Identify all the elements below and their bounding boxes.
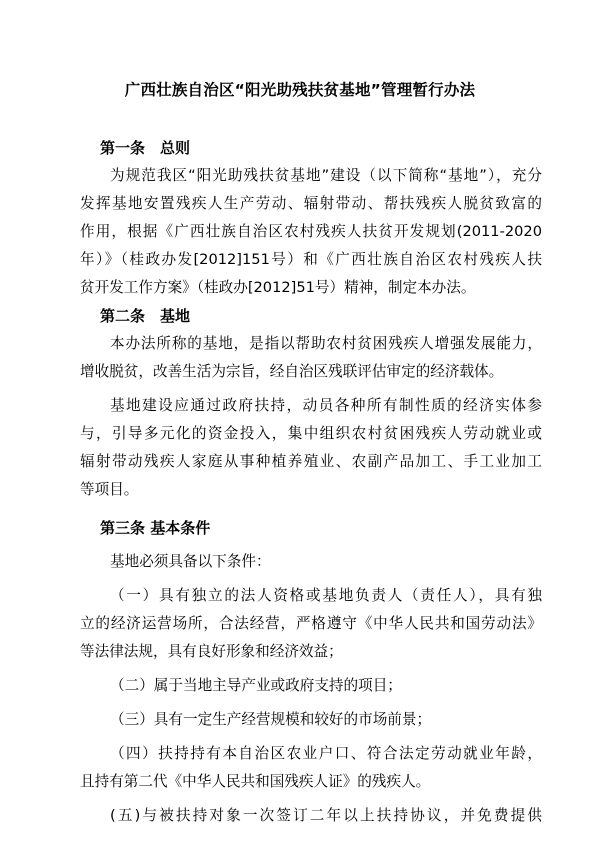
article3-item-line: 等法律法规，具有良好形象和经济效益；	[80, 643, 343, 660]
document-body	[80, 134, 542, 830]
article3-item-3: （三）具有一定生产经营规模和较好的市场前景；	[110, 711, 432, 728]
article1-line: 年）》（桂政办发[2012]151号）和《广西壮族自治区农村残疾人扶	[80, 251, 542, 268]
article2-paragraph-2	[80, 392, 542, 504]
article2-line: 增收脱贫，改善生活为宗旨，经自治区残联评估审定的经济载体。	[80, 363, 504, 380]
article1-line: 作用，根据《广西壮族自治区农村残疾人扶贫开发规划(2011-2020	[80, 223, 542, 240]
article2-line: 本办法所称的基地，是指以帮助农村贫困残疾人增强发展能力，	[110, 335, 542, 352]
document-title: 广西壮族自治区“阳光助残扶贫基地”管理暂行办法	[124, 81, 476, 99]
article2-line: 与，引导多元化的资金投入，集中组织农村贫困残疾人劳动就业或	[80, 425, 542, 442]
article2-line: 辐射带动残疾人家庭从事种植养殖业、农副产品加工、手工业加工	[80, 453, 542, 470]
article2-line: 基地建设应通过政府扶持，动员各种所有制性质的经济实体参	[110, 397, 542, 414]
article2-paragraph-1	[80, 330, 542, 386]
article1-heading: 第一条 总则	[100, 139, 191, 157]
article3-item-line: 立的经济运营场所，合法经营，严格遵守《中华人民共和国劳动法》	[80, 615, 542, 632]
article3-heading: 第三条 基本条件	[100, 519, 211, 537]
article2-line: 等项目。	[80, 481, 139, 498]
article3-item-line: （四）扶持持有本自治区农业户口、符合法定劳动就业年龄，	[110, 745, 542, 762]
article1-line: 发挥基地安置残疾人生产劳动、辐射带动、帮扶残疾人脱贫致富的	[80, 195, 542, 212]
article3-item-4	[80, 740, 542, 796]
article3-item-line: 且持有第二代《中华人民共和国残疾人证》的残疾人。	[80, 773, 431, 790]
article1-line: 为规范我区“阳光助残扶贫基地”建设（以下简称“基地”），充分	[110, 167, 542, 184]
article3-item-line: （一）具有独立的法人资格或基地负责人（责任人），具有独	[110, 587, 542, 604]
article3-item-1	[80, 582, 542, 666]
article3-item-5: (五)与被扶持对象一次签订二年以上扶持协议，并免费提供	[110, 807, 542, 824]
article2-heading: 第二条 基地	[100, 307, 191, 325]
article1-paragraph	[80, 162, 542, 302]
article3-item-2: （二）属于当地主导产业或政府支持的项目；	[110, 677, 402, 694]
article3-intro: 基地必须具备以下条件：	[110, 553, 271, 570]
article1-line: 贫开发工作方案》（桂政办[2012]51号）精神，制定本办法。	[80, 279, 476, 296]
